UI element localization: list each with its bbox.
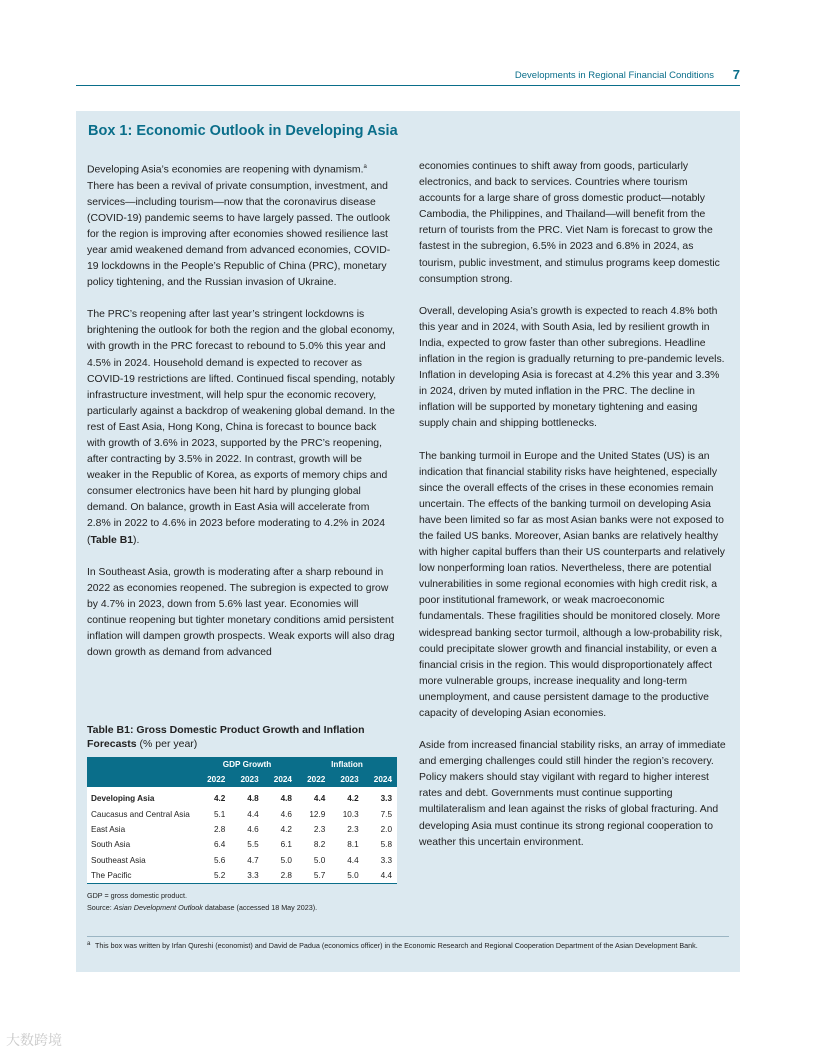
year-header: 2023 [230, 772, 263, 787]
table-cell: 6.1 [264, 837, 297, 852]
year-header: 2022 [197, 772, 230, 787]
paragraph: Overall, developing Asia’s growth is expected to reach 4.8% both this year and in 2024, with South Asia, led by resilient growth in India, expected to grow faster than other subregions. Headline inflation in the region is gradually returning to pre-pandemic levels. Inflation in developing Asia is forecast at 4.2% this year and 3.3% in 2024, driven by muted inflation in the PRC. The decline in inflation will be supported by monetary tightening and easing supply chain and shipping bottlenecks. [419, 305, 725, 430]
year-header: 2022 [297, 772, 330, 787]
paragraph: Aside from increased financial stability risks, an array of immediate and emerging challenges could still hinder the region’s recovery. Policy makers should stay vigilant with regard to higher interest rates and debt. Governments must continue supporting multilateralism and lean against the risks of global fracturing. And developing Asia must continue its strong regional cooperation to weather this uncertain environment. [419, 740, 726, 848]
table-caption: Table B1: Gross Domestic Product Growth and Inflation Forecasts (% per year) [87, 724, 365, 750]
box-title: Box 1: Economic Outlook in Developing Asia [88, 123, 398, 139]
right-column [419, 159, 729, 867]
table-cell: 7.5 [364, 806, 397, 821]
year-header: 2023 [330, 772, 363, 787]
running-title: Developments in Regional Financial Conditions [514, 70, 714, 81]
row-label: South Asia [87, 837, 197, 852]
watermark: 大数跨境 [6, 1033, 62, 1049]
table-cell: 5.0 [264, 853, 297, 868]
row-label: Developing Asia [87, 787, 197, 806]
table-b1 [87, 723, 397, 914]
row-label: East Asia [87, 822, 197, 837]
table-cell: 4.6 [230, 822, 263, 837]
year-header: 2024 [264, 772, 297, 787]
table-cell: 5.0 [297, 853, 330, 868]
table-cell: 2.8 [197, 822, 230, 837]
table-cell: 6.4 [197, 837, 230, 852]
paragraph: economies continues to shift away from goods, particularly electronics, and back to services. Countries where tourism accounts for a large share of gross domestic product—notably Cambodia, the Philippines, and Thailand—will benefit from the return of tourists from the PRC. Viet Nam is forecast to grow the fastest in the subregion, 6.5% in 2023 and 6.8% in 2024, as tourism, public investment, and stimulus programs keep domestic consumption strong. [419, 161, 720, 285]
paragraph: The banking turmoil in Europe and the United States (US) is an indication that financial stability risks have heightened, especially since the overall effects of the crises in these economies remain uncertain. The effects of the banking turmoil on developing Asia have been limited so far as most Asian banks were not exposed to the failed US banks. Moreover, Asian banks are relatively healthy with higher capital buffers than their US counterparts and relatively low nonperforming loan ratios. Nevertheless, there are potential vulnerabilities in some regional economies with high credit risk, a poor institutional framework, or weak macroeconomic fundamentals. These fragilities should be monitored closely. More widespread banking sector turmoil, although a low-probability risk, could precipitate slower growth and financial instability, or even a financial crisis in the region. This would disproportionately affect more vulnerable groups, increase inequality and long-term unemployment, and cause persistent damage to the productive capacity of developing Asian economies. [419, 450, 725, 719]
table-cell: 4.2 [197, 787, 230, 806]
paragraph: In Southeast Asia, growth is moderating after a sharp rebound in 2022 as economies reopened. The subregion is expected to grow by 4.7% in 2023, down from 5.6% last year. Economies will continue reopening but tighter monetary conditions amid persistent inflation will dampen growth prospects. Weak exports will also drag down growth as demand from advanced [87, 566, 395, 659]
table-cell: 8.2 [297, 837, 330, 852]
row-label: The Pacific [87, 868, 197, 884]
table-note: GDP = gross domestic product. [87, 891, 187, 901]
header-rule [76, 85, 740, 86]
table-cell: 4.2 [330, 787, 363, 806]
table-cell: 3.3 [230, 868, 263, 884]
forecast-table [87, 757, 397, 884]
table-cell: 5.5 [230, 837, 263, 852]
table-row [87, 853, 397, 868]
table-cell: 10.3 [330, 806, 363, 821]
economic-outlook-box [76, 111, 740, 972]
table-cell: 5.1 [197, 806, 230, 821]
table-source: Source: Asian Development Outlook database (accessed 18 May 2023). [87, 903, 318, 913]
row-label: Caucasus and Central Asia [87, 806, 197, 821]
table-cell: 2.8 [264, 868, 297, 884]
table-row [87, 806, 397, 821]
footnote-marker: a [363, 164, 367, 170]
table-cell: 4.6 [264, 806, 297, 821]
footnote-marker: a [87, 941, 91, 947]
table-cell: 4.2 [264, 822, 297, 837]
table-cell: 5.8 [364, 837, 397, 852]
table-row [87, 837, 397, 852]
table-cell: 2.3 [297, 822, 330, 837]
table-notes [87, 890, 397, 914]
table-cell: 8.1 [330, 837, 363, 852]
footnote-rule [87, 936, 729, 937]
table-reference-link[interactable]: Table B1 [90, 534, 134, 546]
footnote [87, 941, 727, 951]
gdp-growth-header: GDP Growth [197, 757, 297, 772]
table-cell: 5.6 [197, 853, 230, 868]
table-cell: 4.7 [230, 853, 263, 868]
row-label: Southeast Asia [87, 853, 197, 868]
inflation-header: Inflation [297, 757, 397, 772]
table-group-header-row [87, 757, 397, 772]
paragraph: Developing Asia’s economies are reopening with dynamism.$^a$ There has been a revival of private consumption, investment, and services—including tourism—now that the coronavirus disease (COVID-19) pandemic seems to have largely passed. The outlook for the region is improving after economies showed resilience last year amid weakened demand from advanced economies, COVID-19 lockdowns in the People’s Republic of China (PRC), monetary policy tightening, and the Russian invasion of Ukraine. [87, 164, 391, 289]
table-cell: 3.3 [364, 853, 397, 868]
table-cell: 4.8 [230, 787, 263, 806]
table-year-header-row [87, 772, 397, 787]
table-cell: 5.7 [297, 868, 330, 884]
page-number: 7 [732, 67, 740, 82]
table-row [87, 868, 397, 884]
left-column [87, 159, 395, 677]
table-cell: 5.2 [197, 868, 230, 884]
table-cell: 4.8 [264, 787, 297, 806]
paragraph: The PRC’s reopening after last year’s stringent lockdowns is brightening the outlook for both the region and the global economy, with growth in the PRC forecast to rebound to 5.0% this year and 4.5% in 2024. Household demand is expected to recover as COVID-19 restrictions are lifted. Continued fiscal spending, notably infrastructure investment, will help spur the economic recovery, particularly against a backdrop of weakening global demand. In the rest of East Asia, Hong Kong, China is forecast to bounce back with growth of 3.6% in 2023, supported by the PRC’s reopening, after contracting by 3.5% in 2022. In contrast, growth will be weaker in the Republic of Korea, as exports of memory chips and consumer electronics have been hit hard by plunging global demand. On balance, growth in East Asia will accelerate from 2.8% in 2022 to 4.6% in 2023 before moderating to 4.2% in 2024 (Table B1). [87, 309, 395, 546]
table-cell: 3.3 [364, 787, 397, 806]
footnote-text: This box was written by Irfan Qureshi (economist) and David de Padua (economics officer) in the Economic Research and Regional Cooperation Department of the Asian Development Bank. [95, 941, 698, 950]
table-cell: 2.3 [330, 822, 363, 837]
table-cell: 4.4 [364, 868, 397, 884]
table-cell: 4.4 [330, 853, 363, 868]
running-head [76, 66, 740, 86]
year-header: 2024 [364, 772, 397, 787]
table-row [87, 787, 397, 806]
table-cell: 2.0 [364, 822, 397, 837]
table-cell: 5.0 [330, 868, 363, 884]
table-cell: 12.9 [297, 806, 330, 821]
table-cell: 4.4 [230, 806, 263, 821]
table-row [87, 822, 397, 837]
table-cell: 4.4 [297, 787, 330, 806]
